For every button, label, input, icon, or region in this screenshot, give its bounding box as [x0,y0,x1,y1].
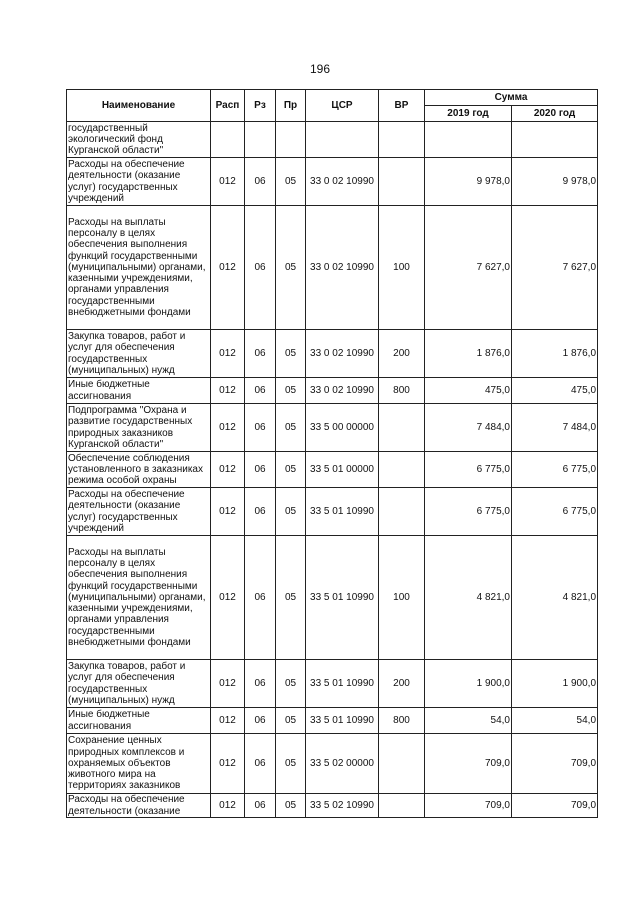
row-pr: 05 [276,660,306,708]
table-row [67,452,598,488]
header-rz: Рз [245,90,276,122]
table-body [67,122,598,818]
row-sum-2019: 709,0 [425,734,512,794]
row-sum-2020: 6 775,0 [512,488,598,536]
row-csr: 33 5 01 10990 [306,488,379,536]
table-row [67,488,598,536]
row-name: Обеспечение соблюдения установленного в заказниках режима особой охраны [67,452,211,488]
row-vr [379,158,425,206]
row-rz [245,122,276,158]
row-name: государственный экологический фонд Курганской области" [67,122,211,158]
row-sum-2019: 1 876,0 [425,330,512,378]
row-pr: 05 [276,488,306,536]
row-rz: 06 [245,536,276,660]
row-sum-2020: 1 900,0 [512,660,598,708]
row-name: Расходы на выплаты персоналу в целях обеспечения выполнения функций государственными (муниципальными) органами, казенными учреждениями, органами управления государственными внебюджетными фондами [67,206,211,330]
page-number: 196 [309,62,331,76]
row-csr: 33 5 01 10990 [306,660,379,708]
row-name: Закупка товаров, работ и услуг для обеспечения государственных (муниципальных) нужд [67,330,211,378]
row-rz: 06 [245,488,276,536]
row-csr [306,122,379,158]
row-sum-2020: 54,0 [512,708,598,734]
table-row [67,536,598,660]
row-sum-2019 [425,122,512,158]
row-vr: 800 [379,378,425,404]
row-sum-2019: 6 775,0 [425,452,512,488]
row-pr: 05 [276,708,306,734]
row-vr: 800 [379,708,425,734]
row-rasp [211,122,245,158]
row-vr [379,122,425,158]
row-rasp: 012 [211,378,245,404]
table-row [67,122,598,158]
row-rz: 06 [245,734,276,794]
row-vr [379,488,425,536]
row-vr [379,734,425,794]
row-rz: 06 [245,158,276,206]
table-row [67,708,598,734]
row-rasp: 012 [211,452,245,488]
row-sum-2020: 709,0 [512,734,598,794]
row-sum-2020: 475,0 [512,378,598,404]
row-sum-2019: 1 900,0 [425,660,512,708]
row-pr [276,122,306,158]
table-header [67,90,598,122]
row-pr: 05 [276,794,306,818]
row-rz: 06 [245,206,276,330]
row-rasp: 012 [211,660,245,708]
table-row [67,734,598,794]
row-name: Иные бюджетные ассигнования [67,378,211,404]
row-sum-2020: 9 978,0 [512,158,598,206]
header-rasp: Расп [211,90,245,122]
row-sum-2019: 6 775,0 [425,488,512,536]
row-sum-2019: 709,0 [425,794,512,818]
row-name: Расходы на обеспечение деятельности (оказание услуг) государственных учреждений [67,488,211,536]
row-sum-2020 [512,122,598,158]
row-name: Иные бюджетные ассигнования [67,708,211,734]
row-pr: 05 [276,734,306,794]
row-rasp: 012 [211,330,245,378]
row-rasp: 012 [211,488,245,536]
row-pr: 05 [276,330,306,378]
row-csr: 33 5 01 00000 [306,452,379,488]
row-vr: 200 [379,330,425,378]
row-csr: 33 5 02 00000 [306,734,379,794]
row-rz: 06 [245,708,276,734]
row-name: Расходы на обеспечение деятельности (оказание услуг) государственных учреждений [67,158,211,206]
row-vr [379,404,425,452]
table-row [67,378,598,404]
row-sum-2019: 9 978,0 [425,158,512,206]
header-year-2020: 2020 год [512,106,598,122]
row-name: Сохранение ценных природных комплексов и охраняемых объектов животного мира на территориях заказников [67,734,211,794]
row-vr: 100 [379,206,425,330]
row-csr: 33 5 00 00000 [306,404,379,452]
row-name: Подпрограмма "Охрана и развитие государственных природных заказников Курганской области" [67,404,211,452]
row-csr: 33 5 02 10990 [306,794,379,818]
row-sum-2019: 7 627,0 [425,206,512,330]
row-rz: 06 [245,378,276,404]
row-csr: 33 0 02 10990 [306,378,379,404]
row-rasp: 012 [211,404,245,452]
row-rz: 06 [245,330,276,378]
row-rasp: 012 [211,536,245,660]
row-csr: 33 5 01 10990 [306,536,379,660]
row-sum-2020: 7 627,0 [512,206,598,330]
row-rasp: 012 [211,708,245,734]
row-pr: 05 [276,452,306,488]
row-csr: 33 0 02 10990 [306,330,379,378]
row-rasp: 012 [211,734,245,794]
row-pr: 05 [276,404,306,452]
table-row [67,206,598,330]
budget-table [66,89,598,818]
table-row [67,158,598,206]
row-csr: 33 0 02 10990 [306,158,379,206]
row-vr [379,794,425,818]
row-rz: 06 [245,404,276,452]
table-row [67,404,598,452]
row-rz: 06 [245,794,276,818]
row-rasp: 012 [211,206,245,330]
header-sum: Сумма [425,90,598,106]
row-sum-2019: 7 484,0 [425,404,512,452]
row-sum-2020: 7 484,0 [512,404,598,452]
row-rz: 06 [245,452,276,488]
table-row [67,794,598,818]
header-name: Наименование [67,90,211,122]
table-row [67,330,598,378]
header-pr: Пр [276,90,306,122]
row-rasp: 012 [211,794,245,818]
row-sum-2020: 1 876,0 [512,330,598,378]
row-vr: 200 [379,660,425,708]
header-vr: ВР [379,90,425,122]
row-sum-2019: 475,0 [425,378,512,404]
row-pr: 05 [276,158,306,206]
row-rz: 06 [245,660,276,708]
row-name: Закупка товаров, работ и услуг для обеспечения государственных (муниципальных) нужд [67,660,211,708]
row-sum-2020: 6 775,0 [512,452,598,488]
row-sum-2020: 4 821,0 [512,536,598,660]
header-year-2019: 2019 год [425,106,512,122]
header-csr: ЦСР [306,90,379,122]
row-name: Расходы на выплаты персоналу в целях обеспечения выполнения функций государственными (муниципальными) органами, казенными учреждениями, органами управления государственными внебюджетными фондами [67,536,211,660]
row-pr: 05 [276,206,306,330]
row-csr: 33 5 01 10990 [306,708,379,734]
row-rasp: 012 [211,158,245,206]
row-sum-2019: 54,0 [425,708,512,734]
table-row [67,660,598,708]
row-vr [379,452,425,488]
row-sum-2020: 709,0 [512,794,598,818]
row-pr: 05 [276,536,306,660]
row-csr: 33 0 02 10990 [306,206,379,330]
row-name: Расходы на обеспечение деятельности (оказание [67,794,211,818]
row-vr: 100 [379,536,425,660]
row-pr: 05 [276,378,306,404]
row-sum-2019: 4 821,0 [425,536,512,660]
